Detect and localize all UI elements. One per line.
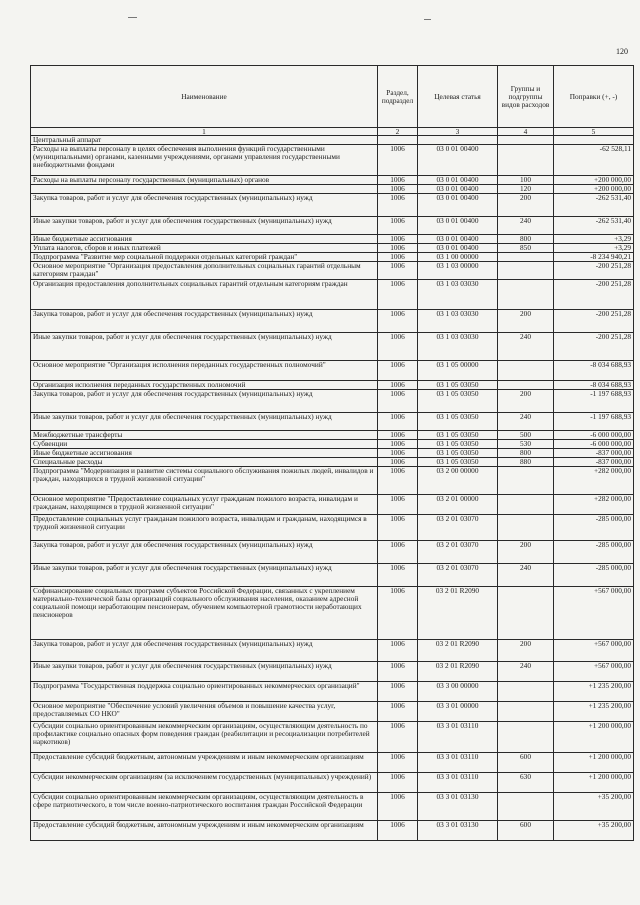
row-group (498, 722, 554, 753)
row-group (498, 793, 554, 821)
table-row (31, 564, 634, 587)
row-section: 1006 (378, 176, 418, 185)
column-number: 1 (31, 128, 378, 136)
row-name: Закупка товаров, работ и услуг для обеспечения государственных (муниципальных) нужд (31, 310, 378, 333)
row-group (498, 280, 554, 310)
scan-mark (128, 17, 137, 18)
row-section: 1006 (378, 253, 418, 262)
row-target: 03 3 01 03130 (418, 793, 498, 821)
table-row (31, 753, 634, 773)
table-row (31, 821, 634, 841)
table-row (31, 515, 634, 541)
row-target: 03 3 01 03110 (418, 722, 498, 753)
row-name: Иные закупки товаров, работ и услуг для обеспечения государственных (муниципальных) нужд (31, 564, 378, 587)
row-section: 1006 (378, 390, 418, 413)
table-row (31, 361, 634, 381)
row-name: Иные бюджетные ассигнования (31, 235, 378, 244)
row-group: 240 (498, 413, 554, 431)
column-number: 5 (554, 128, 634, 136)
row-amount: +35 200,00 (554, 821, 634, 841)
table-row (31, 495, 634, 515)
row-amount: -6 000 000,00 (554, 431, 634, 440)
row-amount: -62 528,11 (554, 145, 634, 176)
row-target: 03 3 01 00000 (418, 702, 498, 722)
row-target: 03 2 01 00000 (418, 495, 498, 515)
row-amount: +1 200 000,00 (554, 722, 634, 753)
row-amount: +1 200 000,00 (554, 753, 634, 773)
column-number: 3 (418, 128, 498, 136)
budget-amendments-table (30, 65, 634, 841)
row-target: 03 3 01 03110 (418, 773, 498, 793)
table-row (31, 682, 634, 702)
row-section: 1006 (378, 235, 418, 244)
row-section: 1006 (378, 467, 418, 495)
row-amount: +567 000,00 (554, 587, 634, 640)
row-target: 03 2 01 03070 (418, 541, 498, 564)
row-section: 1006 (378, 194, 418, 217)
row-group: 240 (498, 217, 554, 235)
row-group (498, 145, 554, 176)
row-amount: -262 531,40 (554, 194, 634, 217)
row-group: 200 (498, 390, 554, 413)
row-section: 1006 (378, 753, 418, 773)
row-target: 03 1 05 03050 (418, 431, 498, 440)
row-amount: -6 000 000,00 (554, 440, 634, 449)
table-row (31, 587, 634, 640)
row-section: 1006 (378, 431, 418, 440)
table-row (31, 541, 634, 564)
page-number: 120 (616, 47, 628, 56)
row-section: 1006 (378, 682, 418, 702)
row-amount: -285 000,00 (554, 515, 634, 541)
row-name: Расходы на выплаты персоналу в целях обеспечения выполнения функций государственными (муниципальными) органами, казенными учреждениями, органами управления государственными внебюджетными фондами (31, 145, 378, 176)
row-name: Иные закупки товаров, работ и услуг для обеспечения государственных (муниципальных) нужд (31, 662, 378, 682)
header-group: Группы и подгруппы видов расходов (498, 66, 554, 128)
row-group: 240 (498, 662, 554, 682)
row-section: 1006 (378, 702, 418, 722)
row-target: 03 0 01 00400 (418, 217, 498, 235)
row-name: Предоставление субсидий бюджетным, автономным учреждениям и иным некоммерческим организациям (31, 753, 378, 773)
row-name: Уплата налогов, сборов и иных платежей (31, 244, 378, 253)
row-target: 03 2 01 R2090 (418, 587, 498, 640)
table-row (31, 194, 634, 217)
row-name: Закупка товаров, работ и услуг для обеспечения государственных (муниципальных) нужд (31, 390, 378, 413)
table-row (31, 431, 634, 440)
row-name: Подпрограмма "Развитие мер социальной поддержки отдельных категорий граждан" (31, 253, 378, 262)
row-amount: +200 000,00 (554, 176, 634, 185)
row-section: 1006 (378, 244, 418, 253)
row-target: 03 0 01 00400 (418, 235, 498, 244)
table-row (31, 310, 634, 333)
row-group: 120 (498, 185, 554, 194)
row-target: 03 2 01 R2090 (418, 662, 498, 682)
table-row (31, 702, 634, 722)
row-target: 03 3 00 00000 (418, 682, 498, 702)
row-group: 800 (498, 235, 554, 244)
row-section: 1006 (378, 413, 418, 431)
row-group: 600 (498, 821, 554, 841)
table-row (31, 773, 634, 793)
row-target: 03 1 05 03050 (418, 449, 498, 458)
row-amount: -200 251,28 (554, 333, 634, 361)
table-row (31, 262, 634, 280)
row-section: 1006 (378, 773, 418, 793)
row-group (498, 467, 554, 495)
row-group: 240 (498, 564, 554, 587)
row-name: Иные закупки товаров, работ и услуг для обеспечения государственных (муниципальных) нужд (31, 333, 378, 361)
row-section: 1006 (378, 280, 418, 310)
row-section: 1006 (378, 793, 418, 821)
row-amount: +1 235 200,00 (554, 682, 634, 702)
table-row (31, 390, 634, 413)
column-number: 4 (498, 128, 554, 136)
row-amount: +567 000,00 (554, 662, 634, 682)
row-target: 03 1 05 03050 (418, 413, 498, 431)
row-section: 1006 (378, 564, 418, 587)
row-name: Основное мероприятие "Организация исполнения переданных государственных полномочий" (31, 361, 378, 381)
table-row (31, 722, 634, 753)
row-name: Центральный аппарат (31, 136, 378, 145)
row-name: Подпрограмма "Государственная поддержка социально ориентированных некоммерческих организаций" (31, 682, 378, 702)
row-target: 03 1 00 00000 (418, 253, 498, 262)
row-group (498, 495, 554, 515)
row-name: Специальные расходы (31, 458, 378, 467)
row-group: 200 (498, 194, 554, 217)
table-row (31, 662, 634, 682)
table-row (31, 280, 634, 310)
row-name: Предоставление субсидий бюджетным, автономным учреждениям и иным некоммерческим организациям (31, 821, 378, 841)
row-amount: -200 251,28 (554, 280, 634, 310)
row-name: Субсидии социально ориентированным некоммерческим организациям, осуществляющим деятельность в сфере патриотического, в том числе военно-патриотического воспитания граждан Российской Федерации (31, 793, 378, 821)
row-group (498, 702, 554, 722)
row-section: 1006 (378, 145, 418, 176)
row-amount: -1 197 688,93 (554, 390, 634, 413)
header-amend: Поправки (+, -) (554, 66, 634, 128)
table-row (31, 793, 634, 821)
table-row (31, 333, 634, 361)
row-target: 03 1 05 00000 (418, 361, 498, 381)
column-number-row (31, 128, 634, 136)
row-target: 03 3 01 03130 (418, 821, 498, 841)
column-number: 2 (378, 128, 418, 136)
row-name: Межбюджетные трансферты (31, 431, 378, 440)
table-row (31, 640, 634, 662)
row-name: Субсидии некоммерческим организациям (за исключением государственных (муниципальных) учреждений) (31, 773, 378, 793)
row-name: Софинансирование социальных программ субъектов Российской Федерации, связанных с укреплением материально-технической базы организаций социального обслуживания населения, оказанием адресной социальной помощи неработающим пенсионерам, обучением компьютерной грамотности неработающих пенсионеров (31, 587, 378, 640)
row-section: 1006 (378, 217, 418, 235)
header-section: Раздел, подраздел (378, 66, 418, 128)
row-amount: +35 200,00 (554, 793, 634, 821)
row-section: 1006 (378, 587, 418, 640)
row-section: 1006 (378, 640, 418, 662)
row-amount: +3,29 (554, 235, 634, 244)
row-name: Закупка товаров, работ и услуг для обеспечения государственных (муниципальных) нужд (31, 640, 378, 662)
row-name: Основное мероприятие "Обеспечение условий увеличения объемов и повышение качества услуг, предоставляемых СО НКО" (31, 702, 378, 722)
row-section: 1006 (378, 821, 418, 841)
row-target: 03 1 05 03050 (418, 390, 498, 413)
row-section: 1006 (378, 361, 418, 381)
row-target: 03 1 05 03050 (418, 440, 498, 449)
table-row (31, 176, 634, 185)
row-name: Закупка товаров, работ и услуг для обеспечения государственных (муниципальных) нужд (31, 541, 378, 564)
row-group (498, 253, 554, 262)
row-target: 03 1 03 03030 (418, 280, 498, 310)
row-name: Предоставление социальных услуг гражданам пожилого возраста, инвалидам и гражданам, находящимся в трудной жизненной ситуации (31, 515, 378, 541)
row-target: 03 0 01 00400 (418, 185, 498, 194)
row-section: 1006 (378, 381, 418, 390)
row-group (498, 361, 554, 381)
row-amount: -1 197 688,93 (554, 413, 634, 431)
row-amount: +282 000,00 (554, 495, 634, 515)
row-section: 1006 (378, 722, 418, 753)
row-group: 200 (498, 541, 554, 564)
row-target: 03 1 05 03050 (418, 381, 498, 390)
row-target: 03 0 01 00400 (418, 194, 498, 217)
table-row (31, 413, 634, 431)
row-group: 100 (498, 176, 554, 185)
row-group: 880 (498, 458, 554, 467)
row-target: 03 0 01 00400 (418, 145, 498, 176)
row-amount: -285 000,00 (554, 564, 634, 587)
row-group (498, 262, 554, 280)
row-group: 530 (498, 440, 554, 449)
row-target: 03 2 00 00000 (418, 467, 498, 495)
row-amount: +282 000,00 (554, 467, 634, 495)
row-target: 03 0 01 00400 (418, 244, 498, 253)
row-amount: -837 000,00 (554, 449, 634, 458)
row-name: Иные закупки товаров, работ и услуг для обеспечения государственных (муниципальных) нужд (31, 413, 378, 431)
row-amount: +1 235 200,00 (554, 702, 634, 722)
row-section: 1006 (378, 662, 418, 682)
row-amount: +200 000,00 (554, 185, 634, 194)
row-name: Субвенции (31, 440, 378, 449)
row-section: 1006 (378, 515, 418, 541)
row-group: 240 (498, 333, 554, 361)
row-name: Иные бюджетные ассигнования (31, 449, 378, 458)
row-name: Субсидии социально ориентированным некоммерческим организациям, осуществляющим деятельность по профилактике социально опасных форм поведения граждан (реабилитации и ресоциализации потребителей наркотиков) (31, 722, 378, 753)
row-section: 1006 (378, 333, 418, 361)
row-amount: -200 251,28 (554, 262, 634, 280)
row-name: Иные закупки товаров, работ и услуг для обеспечения государственных (муниципальных) нужд (31, 217, 378, 235)
row-name: Организация предоставления дополнительных социальных гарантий отдельным категориям граждан (31, 280, 378, 310)
row-section: 1006 (378, 495, 418, 515)
header-name: Наименование (31, 66, 378, 128)
table-row (31, 145, 634, 176)
row-section: 1006 (378, 541, 418, 564)
table-row (31, 467, 634, 495)
row-group: 200 (498, 640, 554, 662)
row-target: 03 1 05 03050 (418, 458, 498, 467)
table-row (31, 449, 634, 458)
row-section: 1006 (378, 185, 418, 194)
row-section: 1006 (378, 262, 418, 280)
table-header-row (31, 66, 634, 128)
table-row (31, 217, 634, 235)
row-section: 1006 (378, 449, 418, 458)
row-amount: -837 000,00 (554, 458, 634, 467)
row-amount: -8 034 688,93 (554, 381, 634, 390)
row-name: Организация исполнения переданных государственных полномочий (31, 381, 378, 390)
row-group: 630 (498, 773, 554, 793)
row-group (498, 136, 554, 145)
row-target: 03 2 01 03070 (418, 564, 498, 587)
row-target: 03 2 01 R2090 (418, 640, 498, 662)
row-name: Подпрограмма "Модернизация и развитие системы социального обслуживания пожилых людей, инвалидов и граждан, находящихся в трудной жизненной ситуации" (31, 467, 378, 495)
row-group (498, 587, 554, 640)
row-amount: -285 000,00 (554, 541, 634, 564)
row-target: 03 2 01 03070 (418, 515, 498, 541)
row-name: Закупка товаров, работ и услуг для обеспечения государственных (муниципальных) нужд (31, 194, 378, 217)
row-section: 1006 (378, 458, 418, 467)
row-name: Основное мероприятие "Предоставление социальных услуг гражданам пожилого возраста, инвалидам и гражданам, находящимся в трудной жизненной ситуации" (31, 495, 378, 515)
row-group: 600 (498, 753, 554, 773)
row-amount: +3,29 (554, 244, 634, 253)
row-group: 500 (498, 431, 554, 440)
row-target: 03 0 01 00400 (418, 176, 498, 185)
table-body (31, 136, 634, 841)
row-section: 1006 (378, 440, 418, 449)
row-target: 03 1 03 03030 (418, 333, 498, 361)
row-amount: +567 000,00 (554, 640, 634, 662)
row-amount: -262 531,40 (554, 217, 634, 235)
row-name: Расходы на выплаты персоналу государственных (муниципальных) органов (31, 176, 378, 185)
row-amount: +1 200 000,00 (554, 773, 634, 793)
row-amount: -200 251,28 (554, 310, 634, 333)
row-target: 03 3 01 03110 (418, 753, 498, 773)
row-amount: -8 034 688,93 (554, 361, 634, 381)
row-target: 03 1 03 03030 (418, 310, 498, 333)
row-name: Основное мероприятие "Организация предоставления дополнительных социальных гарантий отдельным категориям граждан" (31, 262, 378, 280)
row-group (498, 515, 554, 541)
row-group: 850 (498, 244, 554, 253)
header-target: Целевая статья (418, 66, 498, 128)
row-group: 200 (498, 310, 554, 333)
row-group: 800 (498, 449, 554, 458)
scan-mark (424, 19, 431, 20)
row-group (498, 682, 554, 702)
row-section: 1006 (378, 310, 418, 333)
row-target: 03 1 03 00000 (418, 262, 498, 280)
row-amount: -8 234 940,21 (554, 253, 634, 262)
